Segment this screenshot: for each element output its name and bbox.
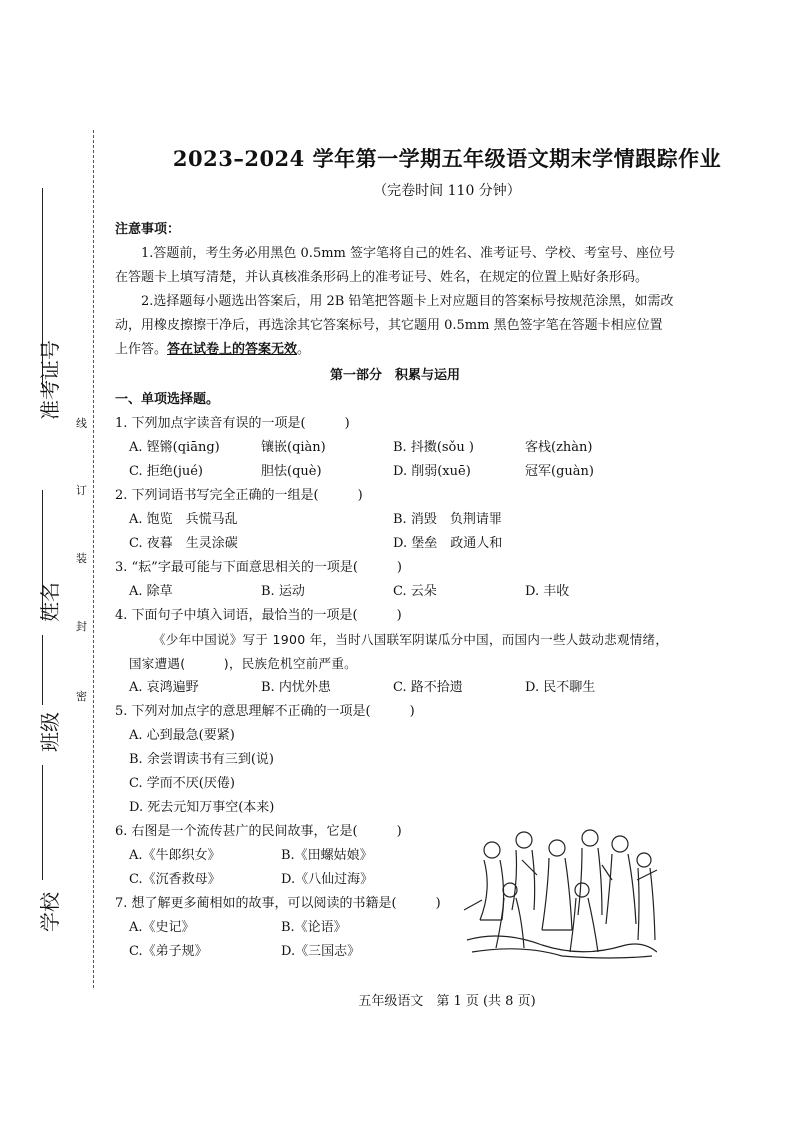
option: B. 内忧外患 xyxy=(261,680,331,695)
page-title: 2023–2024 学年第一学期五年级语文期末学情跟踪作业 xyxy=(172,146,722,171)
question-1-options-row xyxy=(115,460,675,484)
option: A. 除草 xyxy=(129,584,173,599)
option: A. 心到最急(要紧) xyxy=(129,728,235,743)
question-4-quote: 《少年中国说》写于 1900 年，当时八国联军阴谋瓜分中国，而国内一些人鼓动悲观情绪， xyxy=(153,632,669,647)
option: C. 路不拾遗 xyxy=(393,680,463,695)
question-2-stem: 2. 下列词语书写完全正确的一组是( ) xyxy=(115,488,363,503)
option: C. 拒绝(jué) xyxy=(129,464,203,479)
option: 镶嵌(qiàn) xyxy=(261,440,326,455)
option: B. 抖擞(sǒu ) xyxy=(393,440,474,455)
question-4-options xyxy=(115,676,675,700)
option: A. 铿锵(qiāng) xyxy=(129,440,220,455)
option: C. 云朵 xyxy=(393,584,437,599)
option: C. 夜暮 生灵涂碳 xyxy=(129,536,238,551)
page-subtitle: （完卷时间 110 分钟） xyxy=(373,183,521,199)
notice-item-2 xyxy=(115,290,675,362)
question-1-stem: 1. 下列加点字读音有误的一项是( ) xyxy=(115,416,350,431)
binding-line xyxy=(42,635,43,705)
option: B. 余尝谓读书有三到(说) xyxy=(129,752,274,767)
option: 胆怯(què) xyxy=(261,464,322,479)
question-4-quote: 国家遭遇( )，民族危机空前严重。 xyxy=(129,656,357,671)
notice-heading: 注意事项： xyxy=(115,222,181,237)
question-5-stem: 5. 下列对加点字的意思理解不正确的一项是( ) xyxy=(115,704,415,719)
binding-line xyxy=(42,765,43,880)
eight-immortals-illustration xyxy=(462,820,657,960)
question-3-stem: 3. “耘”字最可能与下面意思相关的一项是( ) xyxy=(115,560,402,575)
option: B. 运动 xyxy=(261,584,305,599)
notice-item-2-end: 。 xyxy=(297,342,311,357)
option: D. 民不聊生 xyxy=(525,680,596,695)
seal-char: 线 xyxy=(76,417,87,430)
question-7-stem: 7. 想了解更多蔺相如的故事，可以阅读的书籍是( ) xyxy=(115,896,441,911)
option: A.《史记》 xyxy=(129,920,195,935)
question-4-stem: 4. 下面句子中填入词语，最恰当的一项是( ) xyxy=(115,608,402,623)
option: A. 饱览 兵慌马乱 xyxy=(129,512,238,527)
option: D. 堡垒 政通人和 xyxy=(393,536,503,551)
option: C.《弟子规》 xyxy=(129,944,208,959)
seal-char: 订 xyxy=(76,484,87,497)
option: C.《沉香救母》 xyxy=(129,872,221,887)
binding-label-exam-number: 准考证号 xyxy=(38,340,62,420)
option: B.《田螺姑娘》 xyxy=(281,848,373,863)
question-6-stem: 6. 右图是一个流传甚广的民间故事，它是( ) xyxy=(115,824,402,839)
binding-label-name: 姓名 xyxy=(38,582,62,622)
option: 冠军(guàn) xyxy=(525,464,594,479)
option: D. 丰收 xyxy=(525,584,570,599)
seal-char: 装 xyxy=(76,552,87,565)
question-2-options-row xyxy=(115,532,675,556)
section-heading: 一、单项选择题。 xyxy=(115,392,220,407)
binding-label-class: 班级 xyxy=(38,712,62,752)
notice-item-1: 1.答题前，考生务必用黑色 0.5mm 签字笔将自己的姓名、准考证号、学校、考室号、座位号在答题卡上填写清楚，并认真核准条形码上的准考证号、姓名，在规定的位置上贴好条形码。 xyxy=(115,246,675,285)
option: B.《论语》 xyxy=(281,920,347,935)
seal-dashed-line xyxy=(93,130,94,988)
option: A. 哀鸿遍野 xyxy=(129,680,199,695)
binding-label-school: 学校 xyxy=(38,892,62,932)
notice-item-2-text: 2.选择题每小题选出答案后，用 2B 铅笔把答题卡上对应题目的答案标号按规范涂黑，如需改动，用橡皮擦擦干净后，再选涂其它答案标号，其它题用 0.5mm 黑色签字笔在答题卡相应位置上作答。 xyxy=(115,294,674,357)
option: D. 死去元知万事空(本来) xyxy=(129,800,275,815)
option: C. 学而不厌(厌倦) xyxy=(129,776,235,791)
option: B. 消毁 负荆请罪 xyxy=(393,512,502,527)
option: 客栈(zhàn) xyxy=(525,440,593,455)
part-title: 第一部分 积累与运用 xyxy=(329,368,460,383)
page-footer: 五年级语文 第 1 页 (共 8 页) xyxy=(358,994,536,1009)
seal-char: 封 xyxy=(76,620,87,633)
question-1-options-row xyxy=(115,436,675,460)
option: A.《牛郎织女》 xyxy=(129,848,221,863)
option: D.《八仙过海》 xyxy=(281,872,374,887)
seal-char: 密 xyxy=(76,690,87,703)
notice-emphasis: 答在试卷上的答案无效 xyxy=(167,342,298,357)
option: D. 削弱(xuē) xyxy=(393,464,471,479)
option: D.《三国志》 xyxy=(281,944,361,959)
question-2-options-row xyxy=(115,508,675,532)
question-3-options xyxy=(115,580,675,604)
